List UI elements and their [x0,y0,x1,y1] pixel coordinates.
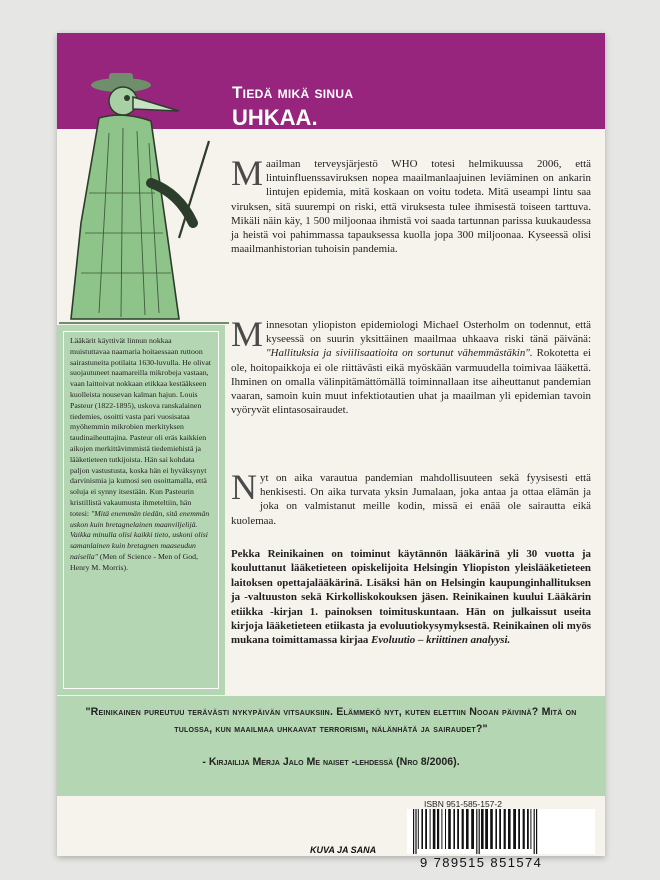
sidebar-text: Lääkärit käyttivät linnun nokkaa muistuttavaa naamaria hoitaessaan ruttoon sairastuneita potilaita 1630-luvulla. He olivat suojautuneet naamareilla mikrobeja vastaan, vaan laittoivat nokkaan etikkaa kestääkseen kuolleista nousevan kalman hajun. Louis Pasteur (1822-1895), uskova ranskalainen tiedemies, osoitti vasta pari vuosisataa myöhemmin mikrobien merkityksen taudinaiheuttajina. Pasteur oli eräs kaikkien aikojen merkittävimmistä tiedemiehistä ja lääketieteen tutkijoista. Hän sai kohdata paljon vastustusta, koska hän ei hyväksynyt darvinismia ja kumosi sen osoittamalla, että soluja ei synny itsestään. Kun Pasteurin kristillistä vakaumusta ihmeteltiin, hän totesi: [70,336,211,518]
barcode-number: 9 789515 851574 [420,855,543,870]
paragraph-text: innesotan yliopiston epidemiologi Michael Osterholm on todennut, että kyseessä on suurin yksittäinen maailmaa uhkaava riski tänä päivänä: [266,319,591,346]
isbn-label: ISBN 951-585-157-2 [424,799,502,809]
barcode-bar [471,809,474,849]
barcode-bar [504,809,506,849]
plague-doctor-illustration [59,73,229,325]
barcode-bar [495,809,497,849]
barcode-bar [437,809,439,849]
barcode-bar [527,809,529,849]
barcode-bar [530,809,531,849]
review-quote: "Reinikainen pureutuu terävästi nykypäivän vitsauksiin. Elämmekö nyt, kuten elettiin Nooan päivinä? Mitä on tulossa, kun maailmaa uhkaavat terrorismi, nälänhätä ja sairaudet?" [85,706,577,735]
barcode-bar [448,809,451,849]
preparation-paragraph [231,467,591,528]
dropcap: N [231,467,257,507]
barcode-bar [523,809,525,849]
publisher-logo: KUVA JA SANA [310,845,377,855]
book-back-cover [57,33,605,870]
paragraph-quote: "Hallituksia ja siviilisaatioita on sortunut vähemmästäkin". [266,347,533,360]
barcode-bar [462,809,464,849]
barcode-bar [508,809,511,849]
bio-text: Pekka Reinikainen on toiminut käytännön lääkärinä yli 30 vuotta ja kouluttanut lääketieteen opiskelijoita Helsingin Yliopiston yleislääketieteen laitoksen opettajalääkärinä. Lisäksi hän on Helsingin kaupunginhallituksen ja -valtuuston sekä Kirkolliskokouksen jäsen. Reinikainen kuului Lääkärin etiikka -kirjan 1. painoksen toimituskuntaan. Hän on julkaissut useita kirjoja lääketieteen etiikasta ja evoluutiokysymyksestä. Reinikainen oli myös mukana toimittamassa kirjaa [231,548,591,647]
barcode-bar [481,809,484,849]
barcode-bar [415,809,416,854]
barcode-bar [466,809,469,849]
barcode-bar [457,809,459,849]
barcode-bar [479,809,480,854]
barcode-bar [421,809,423,849]
headline-line1: Tiedä mikä sinua [232,83,354,102]
headline [232,83,353,131]
barcode-bar [433,809,436,849]
barcode-bar [453,809,455,849]
barcode-bar [413,809,414,854]
barcode-bar [476,809,477,854]
barcode-bar [499,809,501,849]
paragraph-text-after: Rokotetta ei ole, hoitopaikkoja ei ole riittävästi eikä myöskään varmuudella toimivaa lääkettä. Ihminen on omalla välinpitämättömällä toiminnallaan itse aiheuttanut pandemian vaaran, samoin kuin muut infektiotautien uhat ja maailman yli epidemian tavoin vyöryvät elintasosairaudet. [231,347,591,417]
sidebar-quote: "Mitä enemmän tiedän, sitä enemmän uskon kuin bretagnelainen maanviljelijä. Vaikka minulla olisi kaikki tieto, uskoni olisi samanlainen kuin bretagnen maaseudun naisella" [70,508,210,561]
dropcap: M [231,314,264,354]
barcode-bar [518,809,520,849]
sidebar-source: (Men of Science - Men of God, Henry M. Morris). [70,551,198,572]
barcode-bar [490,809,493,849]
sidebar-text-frame [63,331,219,689]
barcode-bar [418,809,419,849]
review-quote-band [57,696,605,796]
barcode-bar [425,809,427,849]
book-title: Evoluutio – kriittinen analyysi. [371,634,511,647]
paragraph-text: yt on aika varautua pandemian mahdollisuuteen sekä fyysisesti että henkisesti. On aika turvata yksin Jumalaan, joka antaa ja ottaa elämän ja joka on valmistanut meille kodin, missä ei enää ole sairautta eikä kuolemaa. [231,472,591,527]
review-attribution: - Kirjailija Merja Jalo Me naiset -lehdessä (Nro 8/2006). [202,756,460,768]
barcode-bar [445,809,446,849]
barcode-bar [534,809,535,854]
barcode-bar [536,809,537,854]
barcode [407,809,595,854]
headline-line2: UHKAA. [232,105,318,130]
intro-paragraph [231,153,591,256]
barcode-bar [485,809,488,849]
osterholm-paragraph [231,314,591,417]
paragraph-text: aailman terveysjärjestö WHO totesi helmikuussa 2006, että lintuinfluenssaviruksen nopea maailmanlaajuinen leviäminen on ankarin lintujen epidemia, mitä koskaan on voitu todeta. Mitä useampi lintu saa viruksen, sitä suurempi on riski, että viruksesta tulee ihmisestä toiseen tarttuva. Mikäli näin käy, 1 500 miljoonaa ihmistä voi saada tartunnan parissa kuukaudessa ja heistä voi pahimmassa tapauksessa kuolla jopa 300 miljoonaa. Kyseessä olisi maailmanhistorian tuhoisin pandemia. [231,158,591,256]
author-bio [231,547,591,648]
barcode-bar [430,809,431,849]
sidebar-box [57,325,225,695]
barcode-bar [441,809,442,849]
dropcap: M [231,153,264,193]
barcode-bar [513,809,516,849]
